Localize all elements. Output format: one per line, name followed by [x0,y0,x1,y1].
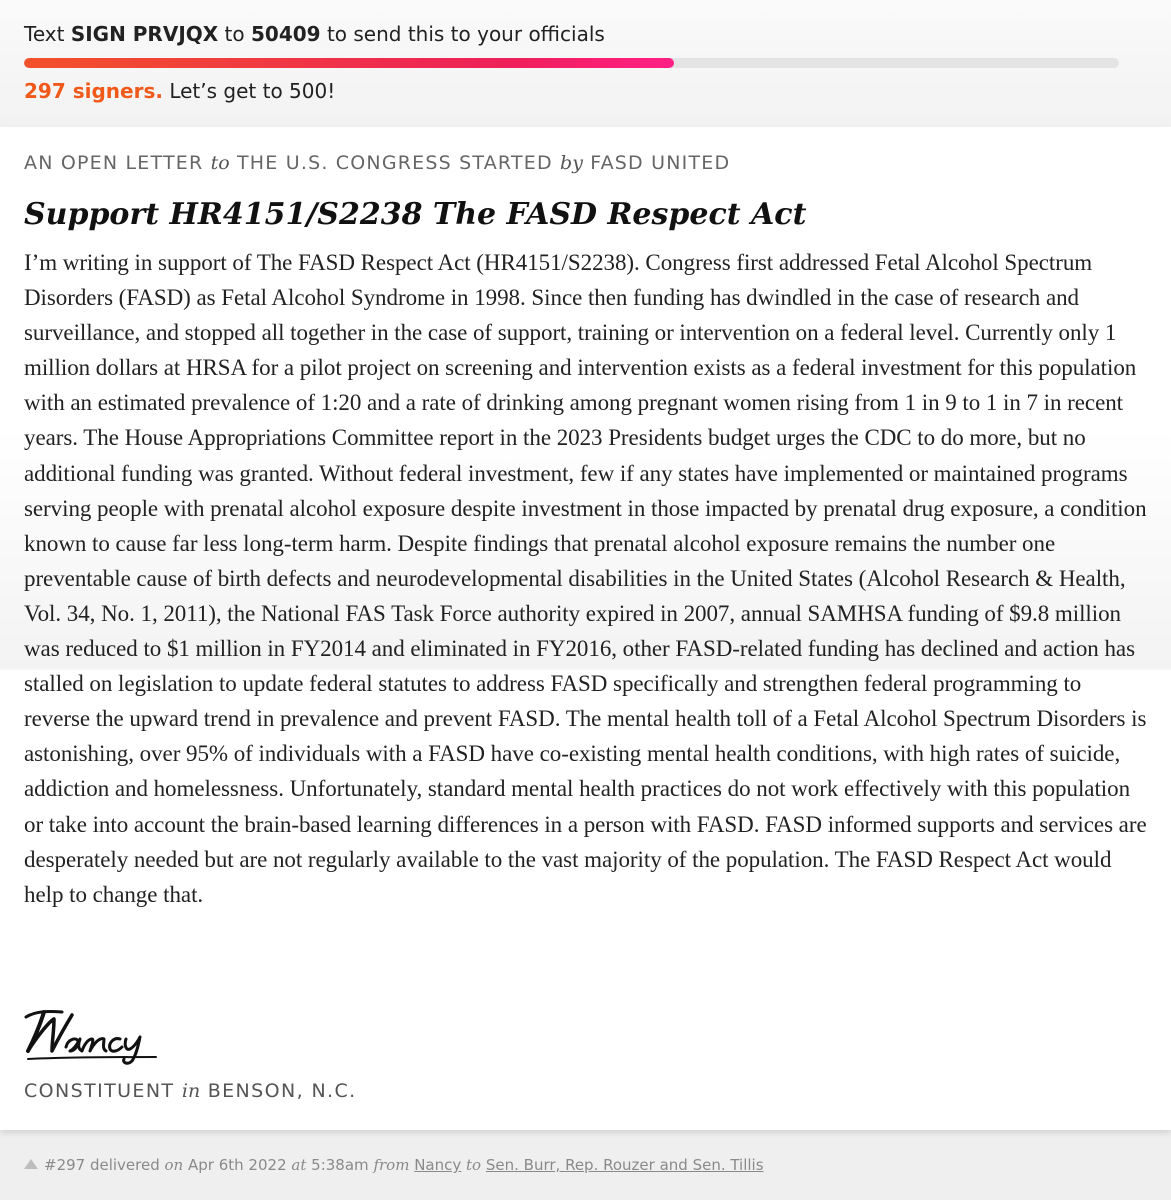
recipients-link[interactable]: Sen. Burr, Rep. Rouzer and Sen. Tillis [485,1156,764,1174]
signer-progress-bar [24,58,1119,68]
signer-info [24,1080,357,1102]
eyebrow-part1: AN OPEN LETTER [24,152,204,174]
delivery-from: from [373,1156,410,1174]
sender-link[interactable]: Nancy [414,1156,462,1174]
delivery-footer [24,1156,764,1174]
signer-count-number: 297 signers. [24,79,163,103]
letter-card [0,127,1171,1130]
signer-goal: Let’s get to 500! [169,79,336,103]
signer-count [24,79,335,103]
sms-suffix: to send this to your officials [326,22,605,46]
eyebrow-to: to [210,152,230,174]
signer-progress-fill [24,58,674,68]
signature [22,1007,172,1070]
letter-eyebrow [24,152,730,174]
eyebrow-by: by [560,152,583,174]
sms-prefix: Text [24,22,65,46]
delivery-time: 5:38am [311,1156,369,1174]
eyebrow-part3: FASD UNITED [590,152,731,174]
delivery-at: at [291,1156,307,1174]
letter-body: I’m writing in support of The FASD Respect Act (HR4151/S2238). Congress first addressed Fetal Alcohol Spectrum Disorders (FASD) as Fetal Alcohol Syndrome in 1998. Since then funding has dwindled in the case of research and surveillance, and stopped all together in the case of support, training or intervention on a federal level. Currently only 1 million dollars at HRSA for a pilot project on screening and intervention exists as a federal investment for this population with an estimated prevalence of 1:20 and a rate of drinking among pregnant women rising from 1 in 9 to 1 in 7 in recent years. The House Appropriations Committee report in the 2023 Presidents budget urges the CDC to do more, but no additional funding was granted. Without federal investment, few if any states have implemented or maintained programs serving people with prenatal alcohol exposure despite investment in those impacted by prenatal drug exposure, a condition known to cause far less long-term harm. Despite findings that prenatal alcohol exposure remains the number one preventable cause of birth defects and neurodevelopmental disabilities in the United States (Alcohol Research & Health, Vol. 34, No. 1, 2011), the National FAS Task Force authority expired in 2007, annual SAMHSA funding of $9.8 million was reduced to $1 million in FY2014 and eliminated in FY2016, other FASD-related funding has declined and action has stalled on legislation to update federal statutes to address FASD specifically and strengthen federal programming to reverse the upward trend in prevalence and prevent FASD. The mental health toll of a Fetal Alcohol Spectrum Disorders is astonishing, over 95% of individuals with a FASD have co-existing mental health conditions, with high rates of suicide, addiction and homelessness. Unfortunately, standard mental health practices do not work effectively with this population or take into account the brain-based learning differences in a person with FASD. FASD informed supports and services are desperately needed but are not regularly available to the vast majority of the population. The FASD Respect Act would help to change that. [24,250,1147,907]
sms-banner [0,0,1171,127]
delivery-on: on [164,1156,184,1174]
delivery-date: Apr 6th 2022 [188,1156,287,1174]
sms-prompt [24,22,605,46]
letter-title: Support HR4151/S2238 The FASD Respect Act [24,197,807,232]
signature-image [22,1007,172,1065]
sms-to: to [224,22,245,46]
sms-keyword: SIGN PRVJQX [70,22,219,46]
signer-in: in [181,1080,201,1102]
signer-location: BENSON, N.C. [207,1080,357,1102]
triangle-up-icon [24,1159,38,1169]
sms-number: 50409 [250,22,321,46]
delivery-to: to [466,1156,482,1174]
signer-role: CONSTITUENT [24,1080,175,1102]
delivery-number: #297 delivered [44,1156,160,1174]
eyebrow-part2: THE U.S. CONGRESS STARTED [236,152,553,174]
